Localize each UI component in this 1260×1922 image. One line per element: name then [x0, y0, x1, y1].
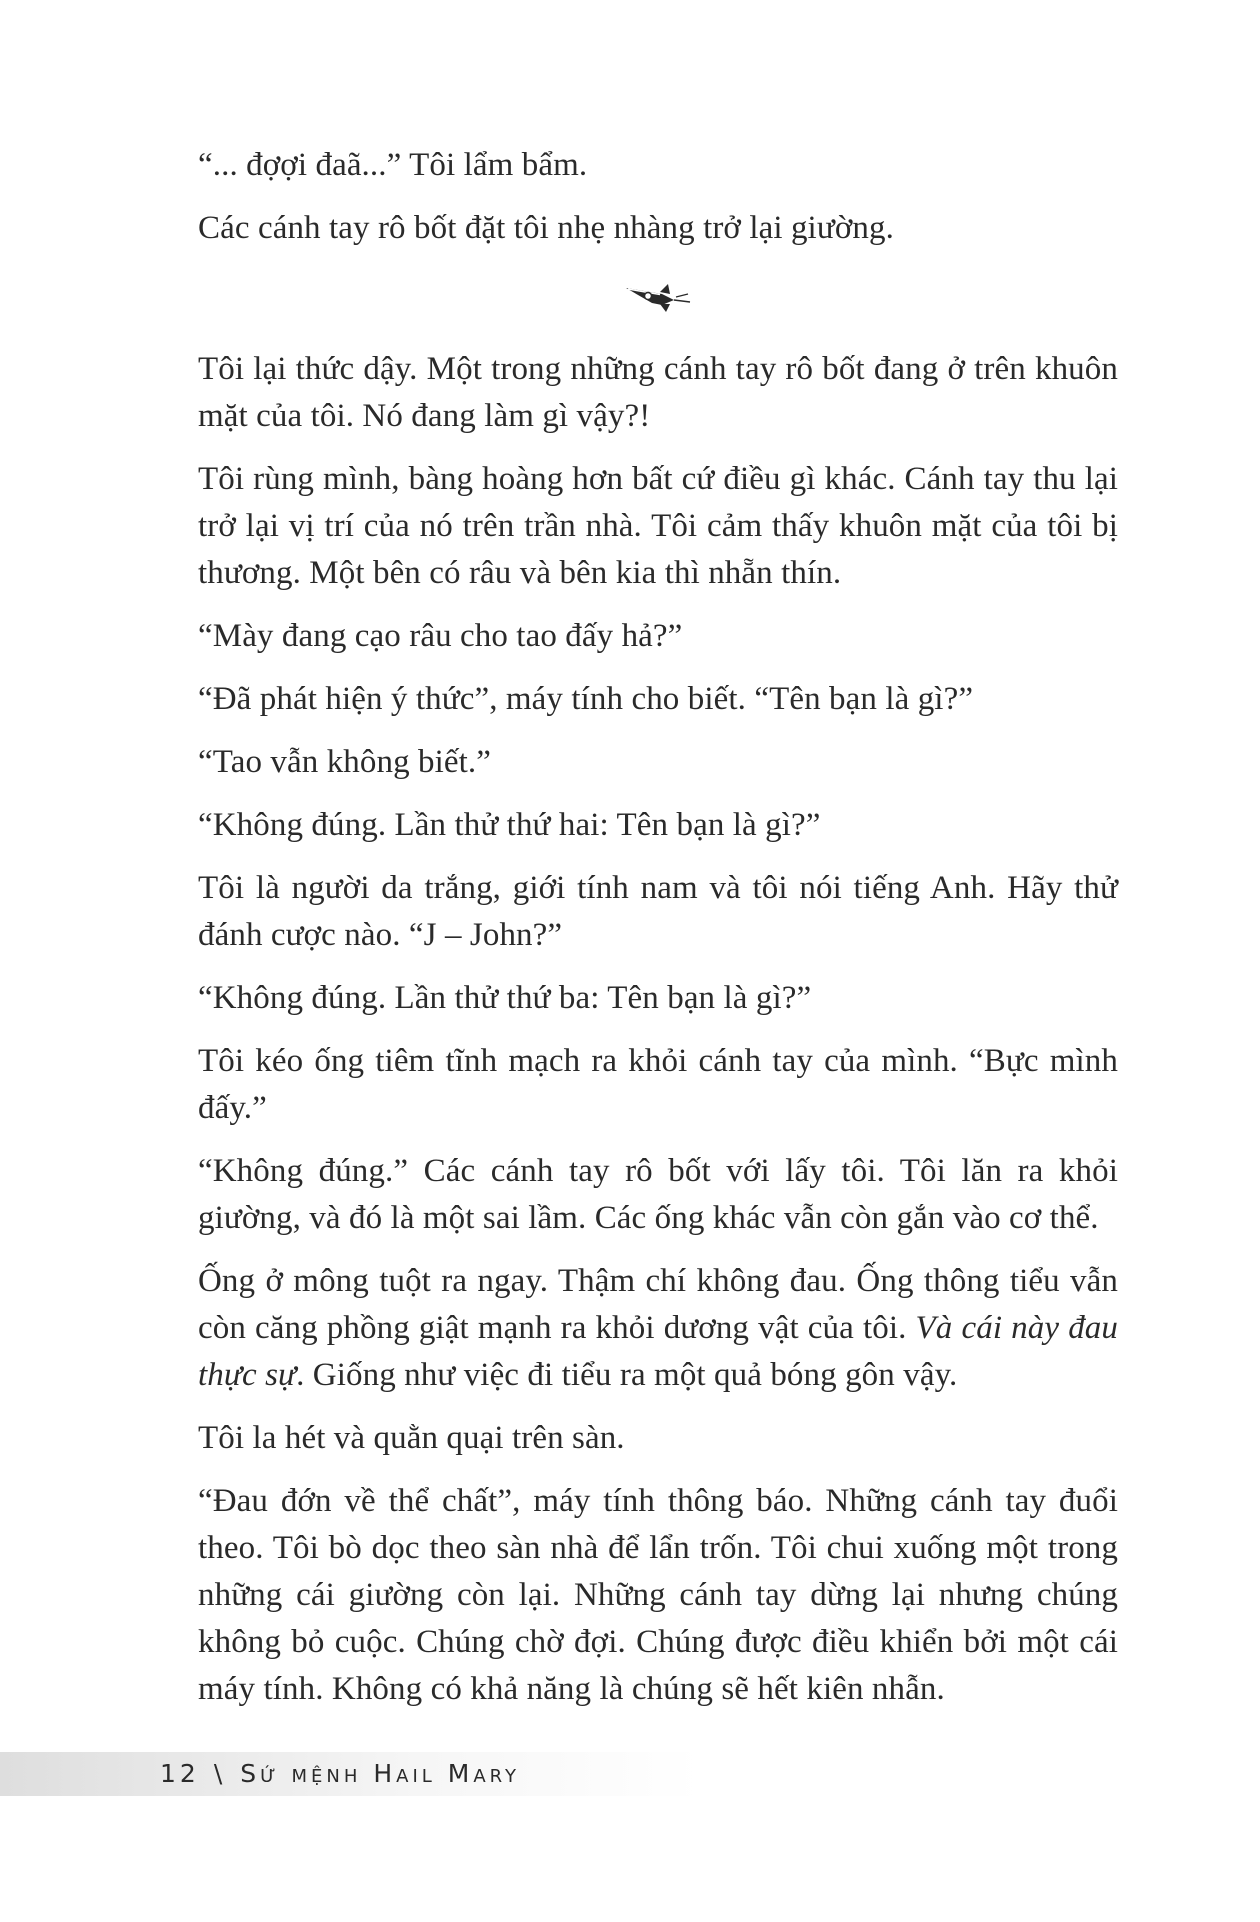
paragraph: “... đợợi đaã...” Tôi lẩm bẩm.: [198, 147, 588, 183]
paragraph-text: . Giống như việc đi tiểu ra một quả bóng gôn vậy.: [296, 1357, 958, 1393]
rocket-icon: [622, 280, 694, 314]
page-number: 12: [160, 1759, 200, 1788]
paragraph: Tôi lại thức dậy. Một trong những cánh tay rô bốt đang ở trên khuôn mặt của tôi. Nó đang làm gì vậy?!: [198, 351, 1118, 434]
paragraph: “Đã phát hiện ý thức”, máy tính cho biết. “Tên bạn là gì?”: [198, 681, 974, 717]
paragraph: “Không đúng.” Các cánh tay rô bốt với lấy tôi. Tôi lăn ra khỏi giường, và đó là một sai lầm. Các ống khác vẫn còn gắn vào cơ thể.: [198, 1153, 1118, 1236]
paragraph-text: Ống ở mông tuột ra ngay. Thậm chí không đau. Ống thông tiểu vẫn còn căng phồng giật mạnh ra khỏi dương vật của tôi.: [198, 1263, 1118, 1346]
paragraph-with-italic: [198, 1258, 1118, 1399]
paragraph: “Không đúng. Lần thử thứ hai: Tên bạn là gì?”: [198, 807, 821, 843]
paragraph: “Mày đang cạo râu cho tao đấy hả?”: [198, 618, 683, 654]
paragraph: Tôi là người da trắng, giới tính nam và tôi nói tiếng Anh. Hãy thử đánh cược nào. “J – John?”: [198, 870, 1118, 953]
paragraph: Tôi rùng mình, bàng hoàng hơn bất cứ điều gì khác. Cánh tay thu lại trở lại vị trí của nó trên trần nhà. Tôi cảm thấy khuôn mặt của tôi bị thương. Một bên có râu và bên kia thì nhẵn thín.: [198, 461, 1118, 591]
paragraph: Tôi la hét và quằn quại trên sàn.: [198, 1420, 625, 1456]
running-footer: [160, 1755, 520, 1793]
section-break: [198, 268, 1118, 326]
paragraph: “Tao vẫn không biết.”: [198, 744, 492, 780]
italic-text: Và cái này đau thực sự: [198, 1310, 1118, 1393]
paragraph: “Không đúng. Lần thử thứ ba: Tên bạn là gì?”: [198, 980, 812, 1016]
page-body: [198, 142, 1118, 1729]
footer-separator: \: [213, 1759, 227, 1788]
paragraph: Tôi kéo ống tiêm tĩnh mạch ra khỏi cánh tay của mình. “Bực mình đấy.”: [198, 1043, 1118, 1126]
book-title: Sứ mệnh Hail Mary: [240, 1759, 520, 1788]
paragraph: Các cánh tay rô bốt đặt tôi nhẹ nhàng trở lại giường.: [198, 210, 894, 246]
paragraph: “Đau đớn về thể chất”, máy tính thông báo. Những cánh tay đuổi theo. Tôi bò dọc theo sàn nhà để lẩn trốn. Tôi chui xuống một trong những cái giường còn lại. Những cánh tay dừng lại nhưng chúng không bỏ cuộc. Chúng chờ đợi. Chúng được điều khiển bởi một cái máy tính. Không có khả năng là chúng sẽ hết kiên nhẫn.: [198, 1483, 1118, 1707]
